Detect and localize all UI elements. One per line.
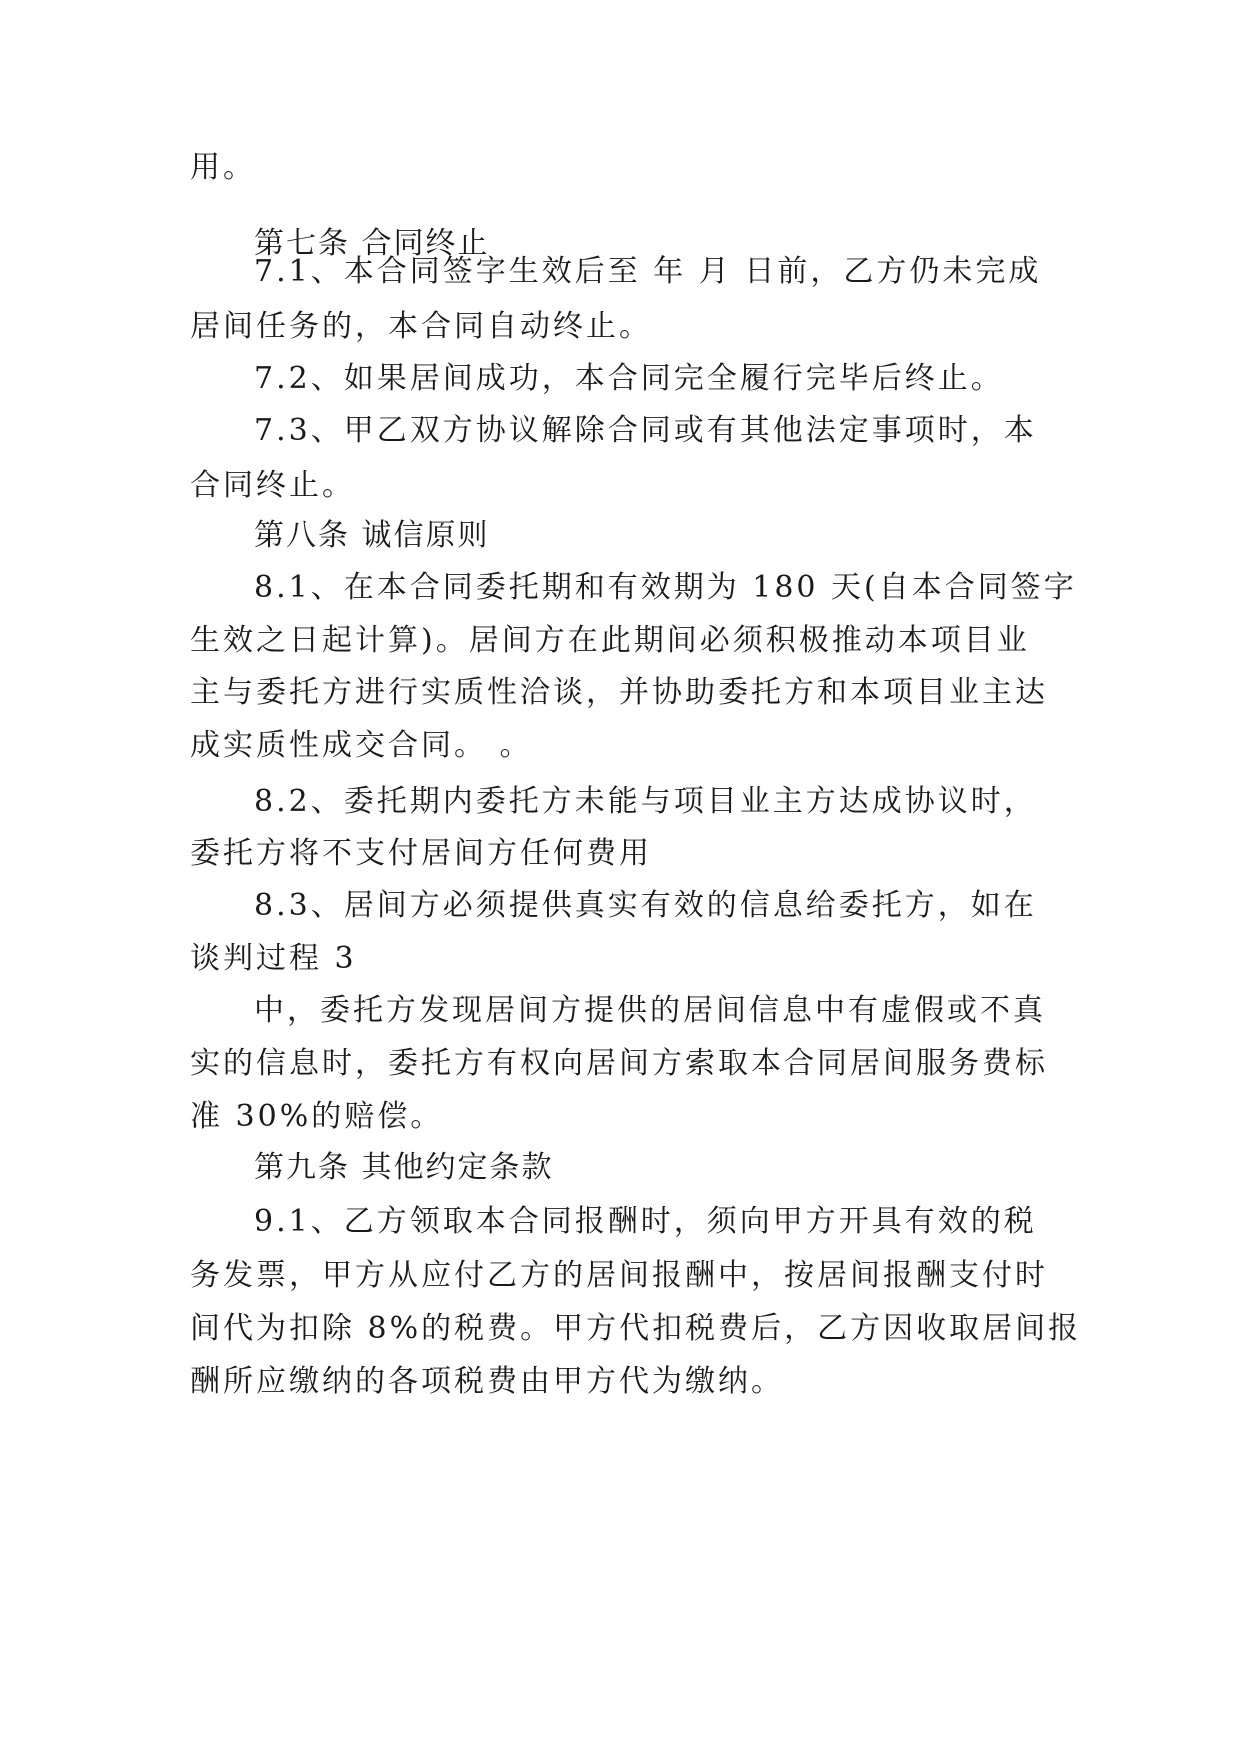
clause-7-2: 7.2、如果居间成功，本合同完全履行完毕后终止。 xyxy=(254,361,1004,396)
text-line: 主与委托方进行实质性洽谈，并协助委托方和本项目业主达 xyxy=(190,675,1048,710)
text-line: 间代为扣除 8%的税费。甲方代扣税费后，乙方因收取居间报 xyxy=(190,1311,1082,1346)
text-line: 谈判过程 3 xyxy=(190,941,357,976)
clause-8-1: 8.1、在本合同委托期和有效期为 180 天(自本合同签字 xyxy=(254,570,1077,605)
clause-8-2: 8.2、委托期内委托方未能与项目业主方达成协议时， xyxy=(254,784,1037,819)
text-line: 居间任务的，本合同自动终止。 xyxy=(190,309,652,344)
text-line: 准 30%的赔偿。 xyxy=(190,1099,444,1134)
section-heading-7: 第七条 合同终止 xyxy=(254,226,490,261)
text-line: 委托方将不支付居间方任何费用 xyxy=(190,836,652,871)
text-line: 生效之日起计算)。居间方在此期间必须积极推动本项目业 xyxy=(190,623,1030,658)
clause-7-1: 7.1、本合同签字生效后至 年 月 日前，乙方仍未完成 xyxy=(254,254,1042,289)
text-line: 中，委托方发现居间方提供的居间信息中有虚假或不真 xyxy=(254,993,1046,1028)
section-heading-8: 第八条 诚信原则 xyxy=(254,518,490,553)
text-line: 务发票，甲方从应付乙方的居间报酬中，按居间报酬支付时 xyxy=(190,1258,1048,1293)
text-line: 合同终止。 xyxy=(190,468,355,503)
text-line: 成实质性成交合同。 。 xyxy=(190,728,533,763)
text-line: 实的信息时，委托方有权向居间方索取本合同居间服务费标 xyxy=(190,1046,1048,1081)
section-heading-9: 第九条 其他约定条款 xyxy=(254,1150,554,1185)
clause-8-3: 8.3、居间方必须提供真实有效的信息给委托方，如在 xyxy=(254,888,1037,923)
clause-7-3: 7.3、甲乙双方协议解除合同或有其他法定事项时，本 xyxy=(254,413,1037,448)
clause-9-1: 9.1、乙方领取本合同报酬时，须向甲方开具有效的税 xyxy=(254,1204,1037,1239)
text-line: 用。 xyxy=(190,150,256,185)
text-line: 酬所应缴纳的各项税费由甲方代为缴纳。 xyxy=(190,1364,784,1399)
